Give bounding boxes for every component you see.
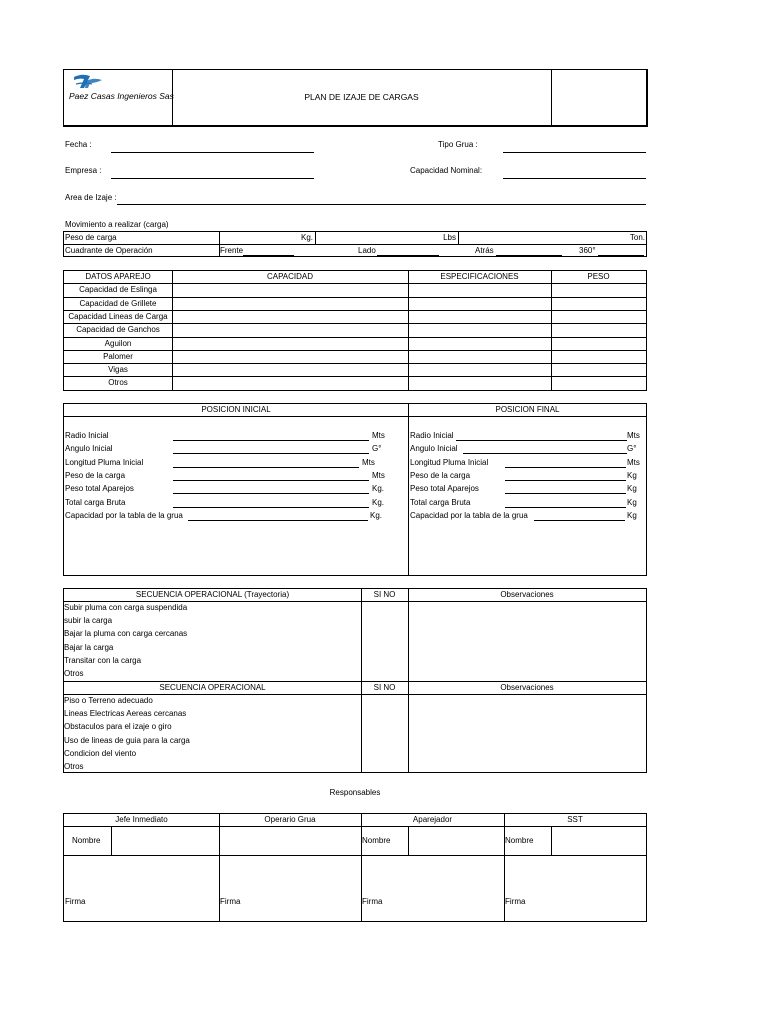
posicion-final-label: Peso total Aparejos [410, 484, 479, 493]
posicion-inicial-label: Radio Inicial [65, 431, 109, 440]
posicion-final-unit: Mts [627, 431, 640, 440]
responsables-title: Responsables [329, 788, 381, 797]
row-divider [63, 416, 647, 417]
nombre-field-aparejador[interactable] [409, 827, 503, 854]
col-divider [408, 270, 409, 391]
posicion-inicial-field[interactable] [173, 467, 359, 468]
secuencia1-item: Bajar la pluma con carga cercanas [64, 629, 188, 638]
aparejo-header-peso: PESO [587, 272, 610, 281]
secuencia1-item: Otros [64, 669, 84, 678]
row-divider [63, 601, 647, 602]
page-title: PLAN DE IZAJE DE CARGAS [304, 92, 419, 102]
row-divider [63, 350, 647, 351]
aparejo-header-especificaciones: ESPECIFICACIONES [440, 272, 519, 281]
row-divider [63, 681, 647, 682]
peso-carga-label: Peso de carga [65, 233, 117, 242]
secuencia1-title: SECUENCIA OPERACIONAL (Trayectoria) [135, 590, 290, 599]
row-divider [63, 694, 647, 695]
row-divider [63, 855, 647, 856]
posicion-final-field[interactable] [534, 520, 625, 521]
posicion-final-label: Capacidad por la tabla de la grua [410, 511, 528, 520]
area-label: Area de Izaje : [65, 193, 117, 202]
firma-label: Firma [65, 897, 86, 906]
resp-header-jefe: Jefe Inmediato [115, 815, 168, 824]
posicion-final-field[interactable] [505, 507, 626, 508]
posicion-inicial-field[interactable] [173, 480, 369, 481]
header-divider [551, 69, 552, 127]
secuencia2-item: Obstaculos para el izaje o giro [64, 722, 172, 731]
aparejo-row-label: Capacidad de Grillete [79, 299, 157, 308]
secuencia2-item: Condicion del viento [64, 749, 137, 758]
resp-header-sst: SST [567, 815, 583, 824]
aparejo-row-label: Vigas [108, 365, 128, 374]
deg360-field[interactable] [598, 255, 644, 256]
aparejo-row-label: Capacidad de Eslinga [79, 285, 157, 294]
frente-field[interactable] [243, 255, 294, 256]
secuencia1-sino: SI NO [373, 590, 396, 599]
aparejo-row-label: Palomer [103, 352, 133, 361]
aparejo-row-label: Capacidad Lineas de Carga [68, 312, 168, 321]
secuencia2-title: SECUENCIA OPERACIONAL [159, 683, 266, 692]
row-divider [63, 363, 647, 364]
posicion-inicial-label: Angulo Inicial [65, 444, 113, 453]
frente-label: Frente [220, 246, 244, 255]
posicion-final-field[interactable] [505, 467, 626, 468]
secuencia1-item: Bajar la carga [64, 643, 114, 652]
posicion-inicial-unit: Mts [372, 471, 385, 480]
row-divider [63, 310, 647, 311]
posicion-inicial-label: Peso total Aparejos [65, 484, 134, 493]
posicion-final-unit: Kg [627, 484, 637, 493]
secuencia1-item: subir la carga [64, 616, 113, 625]
atras-field[interactable] [496, 255, 562, 256]
posicion-inicial-field[interactable] [173, 507, 369, 508]
nombre-label: Nombre [362, 836, 391, 845]
secuencia2-item: Piso o Terreno adecuado [64, 696, 153, 705]
movimiento-title: Movimiento a realizar (carga) [65, 220, 169, 229]
tipo-grua-label: Tipo Grua : [438, 140, 478, 149]
posicion-final-field[interactable] [505, 493, 626, 494]
empresa-field[interactable] [111, 178, 314, 179]
area-field[interactable] [117, 204, 646, 205]
posicion-inicial-label: Longitud Pluma Inicial [65, 458, 144, 467]
deg360-label: 360° [579, 246, 596, 255]
nombre-label: Nombre [72, 836, 101, 845]
posicion-inicial-unit: Kg. [372, 484, 385, 493]
posicion-inicial-unit: Kg. [370, 511, 383, 520]
tipo-grua-field[interactable] [503, 152, 646, 153]
atras-label: Atrás [475, 246, 494, 255]
secuencia1-item: Transitar con la carga [64, 656, 142, 665]
col-divider [408, 403, 409, 576]
firma-label: Firma [505, 897, 526, 906]
secuencia1-item: Subir pluma con carga suspendida [64, 603, 188, 612]
firma-label: Firma [220, 897, 241, 906]
aparejo-row-label: Aguilon [104, 339, 132, 348]
capacidad-nominal-label: Capacidad Nominal: [410, 166, 483, 175]
posicion-inicial-label: Peso de la carga [65, 471, 126, 480]
posicion-final-label: Peso de la carga [410, 471, 471, 480]
posicion-final-label: Radio Inicial [410, 431, 454, 440]
posicion-inicial-unit: Mts [362, 458, 375, 467]
fecha-label: Fecha : [65, 140, 92, 149]
nombre-field-jefe[interactable] [112, 827, 218, 854]
posicion-inicial-unit: Mts [372, 431, 385, 440]
kg-unit: Kg. [300, 233, 313, 242]
secuencia2-obs: Observaciones [500, 683, 554, 692]
ton-unit: Ton. [629, 233, 645, 242]
posicion-final-title: POSICION FINAL [495, 405, 560, 414]
posicion-final-label: Angulo Inicial [410, 444, 458, 453]
posicion-final-unit: Mts [627, 458, 640, 467]
secuencia2-item: Lineas Electricas Aereas cercanas [64, 709, 187, 718]
secuencia1-obs: Observaciones [500, 590, 554, 599]
posicion-inicial-unit: Kg. [372, 498, 385, 507]
lado-label: Lado [358, 246, 376, 255]
posicion-inicial-title: POSICION INICIAL [201, 405, 271, 414]
row-divider [63, 283, 647, 284]
lado-field[interactable] [377, 255, 439, 256]
posicion-final-field[interactable] [456, 440, 627, 441]
col-divider [551, 270, 552, 391]
row-divider [63, 244, 647, 245]
posicion-inicial-field[interactable] [173, 493, 369, 494]
col-divider [172, 270, 173, 391]
aparejo-row-label: Otros [108, 378, 128, 387]
posicion-final-label: Total carga Bruta [410, 498, 471, 507]
fecha-field[interactable] [111, 152, 314, 153]
secuencia2-item: Otros [64, 762, 84, 771]
posicion-table [63, 403, 647, 576]
aparejo-header-capacidad: CAPACIDAD [266, 272, 314, 281]
posicion-final-field[interactable] [505, 480, 626, 481]
nombre-label: Nombre [505, 836, 534, 845]
posicion-final-label: Longitud Pluma Inicial [410, 458, 489, 467]
lbs-unit: Lbs [443, 233, 456, 242]
posicion-inicial-unit: G° [372, 444, 382, 453]
posicion-final-unit: Kg [627, 498, 637, 507]
posicion-inicial-field[interactable] [188, 520, 368, 521]
company-name: Paez Casas Ingenieros Sas [69, 91, 174, 101]
posicion-inicial-field[interactable] [173, 453, 369, 454]
posicion-inicial-label: Capacidad por la tabla de la grua [65, 511, 183, 520]
aparejo-header-datos: DATOS APAREJO [85, 272, 151, 281]
capacidad-nominal-field[interactable] [503, 178, 646, 179]
empresa-label: Empresa : [65, 166, 102, 175]
row-divider [63, 337, 647, 338]
aparejo-row-label: Capacidad de Ganchos [76, 325, 160, 334]
posicion-final-unit: G° [627, 444, 637, 453]
row-divider [63, 323, 647, 324]
cuadrante-label: Cuadrante de Operación [65, 246, 153, 255]
posicion-final-unit: Kg [627, 511, 637, 520]
row-divider [63, 297, 647, 298]
resp-header-operario: Operario Grua [264, 815, 316, 824]
resp-header-aparejador: Aparejador [412, 815, 453, 824]
company-logo-icon [72, 72, 104, 90]
firma-label: Firma [362, 897, 383, 906]
row-divider [63, 376, 647, 377]
posicion-inicial-label: Total carga Bruta [65, 498, 126, 507]
posicion-inicial-field[interactable] [173, 440, 369, 441]
posicion-final-field[interactable] [463, 453, 627, 454]
nombre-field-sst[interactable] [552, 827, 646, 854]
posicion-final-unit: Kg [627, 471, 637, 480]
secuencia2-item: Uso de lineas de guia para la carga [64, 736, 190, 745]
secuencia2-sino: SI NO [373, 683, 396, 692]
